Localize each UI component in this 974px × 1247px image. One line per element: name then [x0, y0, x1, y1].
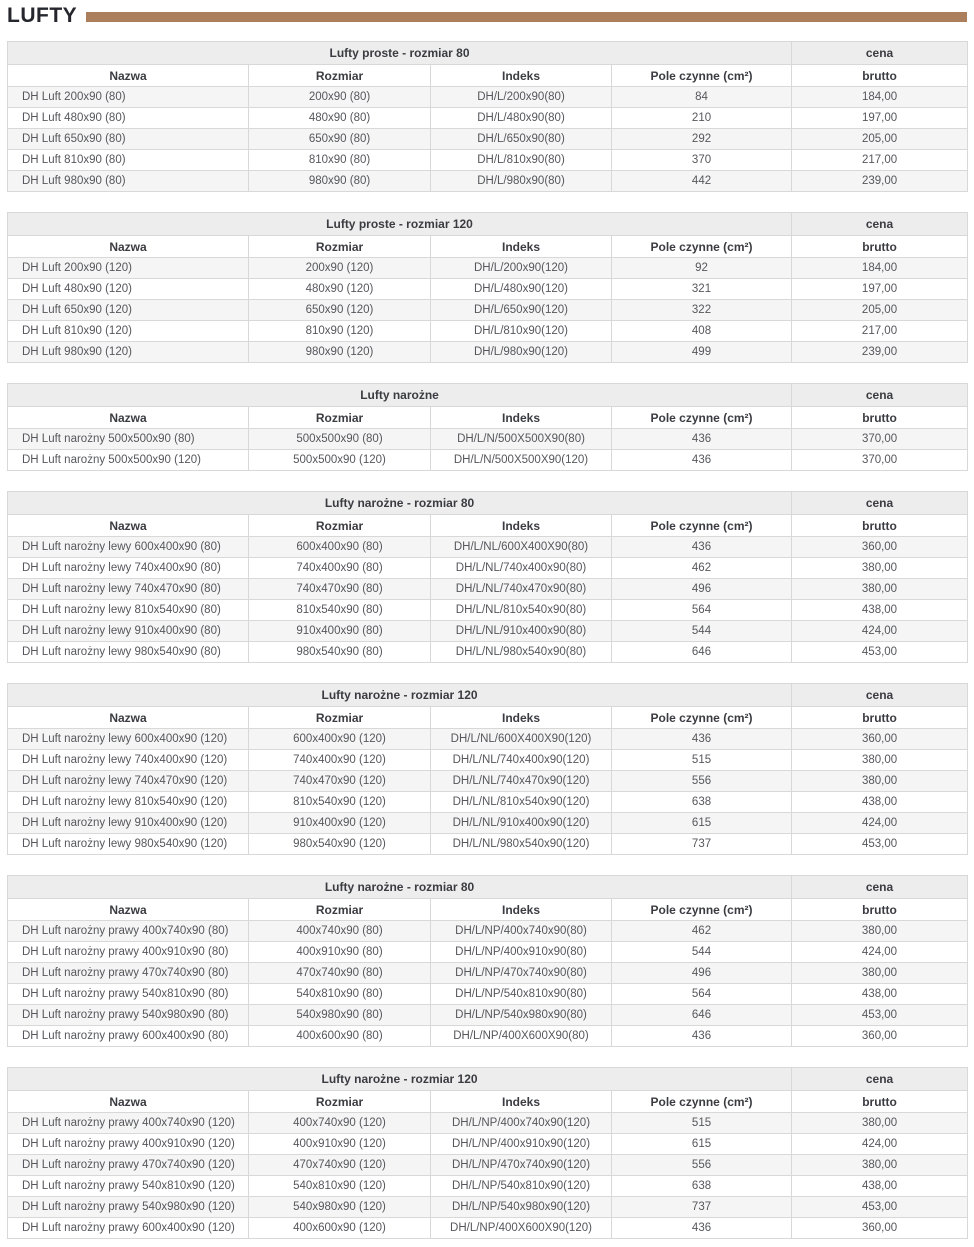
cell-cena-brutto: 438,00: [792, 792, 968, 813]
cell-indeks: DH/L/200x90(80): [431, 87, 612, 108]
cell-indeks: DH/L/NP/470x740x90(80): [431, 963, 612, 984]
cell-nazwa: DH Luft narożny lewy 600x400x90 (80): [8, 537, 249, 558]
cell-nazwa: DH Luft narożny lewy 810x540x90 (80): [8, 600, 249, 621]
cell-nazwa: DH Luft narożny prawy 600x400x90 (120): [8, 1218, 249, 1239]
cell-nazwa: DH Luft 980x90 (120): [8, 342, 249, 363]
cell-nazwa: DH Luft 810x90 (80): [8, 150, 249, 171]
table-title: Lufty narożne - rozmiar 120: [8, 684, 792, 707]
table-row: [8, 1197, 968, 1218]
cell-pole-czynne: 496: [612, 963, 792, 984]
price-header: cena: [792, 876, 968, 899]
cell-indeks: DH/L/NP/400x910x90(80): [431, 942, 612, 963]
table-row: [8, 537, 968, 558]
price-subheader: brutto: [792, 707, 968, 729]
table-row: [8, 792, 968, 813]
cell-nazwa: DH Luft narożny lewy 910x400x90 (80): [8, 621, 249, 642]
cell-rozmiar: 200x90 (80): [249, 87, 431, 108]
cell-pole-czynne: 646: [612, 642, 792, 663]
cell-nazwa: DH Luft 980x90 (80): [8, 171, 249, 192]
column-header: Rozmiar: [249, 65, 431, 87]
cell-nazwa: DH Luft 480x90 (120): [8, 279, 249, 300]
cell-nazwa: DH Luft narożny lewy 810x540x90 (120): [8, 792, 249, 813]
cell-nazwa: DH Luft narożny lewy 980x540x90 (80): [8, 642, 249, 663]
cell-indeks: DH/L/NL/910x400x90(120): [431, 813, 612, 834]
table-row: [8, 1176, 968, 1197]
column-header: Indeks: [431, 899, 612, 921]
cell-rozmiar: 910x400x90 (120): [249, 813, 431, 834]
cell-indeks: DH/L/NL/810x540x90(120): [431, 792, 612, 813]
price-header: cena: [792, 42, 968, 65]
table-row: [8, 771, 968, 792]
price-table: [7, 41, 968, 192]
table-title-row: [8, 492, 968, 515]
column-header: Rozmiar: [249, 236, 431, 258]
cell-indeks: DH/L/480x90(120): [431, 279, 612, 300]
cell-rozmiar: 650x90 (120): [249, 300, 431, 321]
table-title: Lufty narożne - rozmiar 120: [8, 1068, 792, 1091]
cell-cena-brutto: 239,00: [792, 342, 968, 363]
cell-cena-brutto: 197,00: [792, 108, 968, 129]
cell-rozmiar: 980x540x90 (120): [249, 834, 431, 855]
cell-pole-czynne: 462: [612, 921, 792, 942]
cell-indeks: DH/L/980x90(80): [431, 171, 612, 192]
price-header: cena: [792, 213, 968, 236]
column-header: Rozmiar: [249, 707, 431, 729]
cell-cena-brutto: 453,00: [792, 1005, 968, 1026]
cell-indeks: DH/L/N/500X500X90(120): [431, 450, 612, 471]
table-row: [8, 87, 968, 108]
column-header: Nazwa: [8, 236, 249, 258]
cell-indeks: DH/L/NP/400x910x90(120): [431, 1134, 612, 1155]
cell-nazwa: DH Luft 200x90 (120): [8, 258, 249, 279]
cell-pole-czynne: 436: [612, 729, 792, 750]
cell-cena-brutto: 380,00: [792, 1155, 968, 1176]
table-row: [8, 579, 968, 600]
column-header: Indeks: [431, 65, 612, 87]
cell-cena-brutto: 360,00: [792, 729, 968, 750]
cell-pole-czynne: 615: [612, 1134, 792, 1155]
cell-rozmiar: 540x810x90 (120): [249, 1176, 431, 1197]
cell-rozmiar: 400x740x90 (120): [249, 1113, 431, 1134]
table-row: [8, 834, 968, 855]
cell-cena-brutto: 453,00: [792, 642, 968, 663]
cell-cena-brutto: 239,00: [792, 171, 968, 192]
table-row: [8, 963, 968, 984]
cell-rozmiar: 810x90 (120): [249, 321, 431, 342]
column-header-row: [8, 899, 968, 921]
cell-rozmiar: 600x400x90 (120): [249, 729, 431, 750]
cell-pole-czynne: 737: [612, 834, 792, 855]
table-row: [8, 1218, 968, 1239]
table-row: [8, 750, 968, 771]
cell-pole-czynne: 615: [612, 813, 792, 834]
column-header: Pole czynne (cm²): [612, 707, 792, 729]
cell-cena-brutto: 380,00: [792, 771, 968, 792]
table-title-row: [8, 42, 968, 65]
cell-rozmiar: 200x90 (120): [249, 258, 431, 279]
cell-indeks: DH/L/810x90(120): [431, 321, 612, 342]
cell-cena-brutto: 217,00: [792, 321, 968, 342]
column-header: Pole czynne (cm²): [612, 407, 792, 429]
table-row: [8, 813, 968, 834]
cell-cena-brutto: 438,00: [792, 1176, 968, 1197]
cell-indeks: DH/L/NL/810x540x90(80): [431, 600, 612, 621]
cell-cena-brutto: 424,00: [792, 942, 968, 963]
cell-nazwa: DH Luft narożny prawy 540x810x90 (80): [8, 984, 249, 1005]
price-subheader: brutto: [792, 65, 968, 87]
table-row: [8, 321, 968, 342]
cell-nazwa: DH Luft 810x90 (120): [8, 321, 249, 342]
cell-cena-brutto: 380,00: [792, 963, 968, 984]
column-header-row: [8, 407, 968, 429]
cell-pole-czynne: 92: [612, 258, 792, 279]
cell-pole-czynne: 544: [612, 942, 792, 963]
price-subheader: brutto: [792, 515, 968, 537]
cell-rozmiar: 980x90 (80): [249, 171, 431, 192]
cell-nazwa: DH Luft narożny lewy 910x400x90 (120): [8, 813, 249, 834]
cell-indeks: DH/L/NP/400X600X90(120): [431, 1218, 612, 1239]
table-title: Lufty narożne - rozmiar 80: [8, 876, 792, 899]
column-header: Indeks: [431, 1091, 612, 1113]
cell-cena-brutto: 380,00: [792, 921, 968, 942]
column-header: Pole czynne (cm²): [612, 65, 792, 87]
table-row: [8, 1155, 968, 1176]
cell-rozmiar: 400x740x90 (80): [249, 921, 431, 942]
cell-nazwa: DH Luft narożny prawy 600x400x90 (80): [8, 1026, 249, 1047]
cell-pole-czynne: 638: [612, 792, 792, 813]
cell-rozmiar: 470x740x90 (80): [249, 963, 431, 984]
cell-cena-brutto: 205,00: [792, 300, 968, 321]
cell-nazwa: DH Luft narożny prawy 540x810x90 (120): [8, 1176, 249, 1197]
cell-indeks: DH/L/NL/910x400x90(80): [431, 621, 612, 642]
cell-nazwa: DH Luft narożny prawy 470x740x90 (120): [8, 1155, 249, 1176]
cell-indeks: DH/L/NL/600X400X90(80): [431, 537, 612, 558]
price-table: [7, 683, 968, 855]
table-row: [8, 642, 968, 663]
cell-rozmiar: 910x400x90 (80): [249, 621, 431, 642]
column-header: Pole czynne (cm²): [612, 1091, 792, 1113]
price-table: [7, 383, 968, 471]
cell-nazwa: DH Luft 480x90 (80): [8, 108, 249, 129]
page-header: [7, 4, 967, 27]
table-row: [8, 150, 968, 171]
column-header: Indeks: [431, 407, 612, 429]
column-header: Rozmiar: [249, 1091, 431, 1113]
cell-nazwa: DH Luft narożny prawy 400x910x90 (80): [8, 942, 249, 963]
table-row: [8, 600, 968, 621]
cell-cena-brutto: 360,00: [792, 1026, 968, 1047]
cell-nazwa: DH Luft narożny prawy 400x910x90 (120): [8, 1134, 249, 1155]
cell-cena-brutto: 360,00: [792, 1218, 968, 1239]
cell-nazwa: DH Luft narożny prawy 540x980x90 (80): [8, 1005, 249, 1026]
column-header: Nazwa: [8, 707, 249, 729]
cell-rozmiar: 740x470x90 (80): [249, 579, 431, 600]
cell-indeks: DH/L/NL/980x540x90(120): [431, 834, 612, 855]
price-subheader: brutto: [792, 407, 968, 429]
cell-cena-brutto: 184,00: [792, 258, 968, 279]
table-row: [8, 129, 968, 150]
column-header: Rozmiar: [249, 515, 431, 537]
table-row: [8, 984, 968, 1005]
cell-cena-brutto: 370,00: [792, 450, 968, 471]
table-title-row: [8, 1068, 968, 1091]
cell-rozmiar: 500x500x90 (120): [249, 450, 431, 471]
cell-nazwa: DH Luft narożny lewy 600x400x90 (120): [8, 729, 249, 750]
cell-rozmiar: 600x400x90 (80): [249, 537, 431, 558]
price-subheader: brutto: [792, 899, 968, 921]
cell-indeks: DH/L/NP/540x980x90(120): [431, 1197, 612, 1218]
price-header: cena: [792, 1068, 968, 1091]
cell-indeks: DH/L/200x90(120): [431, 258, 612, 279]
cell-indeks: DH/L/810x90(80): [431, 150, 612, 171]
table-row: [8, 342, 968, 363]
cell-indeks: DH/L/NP/470x740x90(120): [431, 1155, 612, 1176]
table-row: [8, 1005, 968, 1026]
cell-indeks: DH/L/N/500X500X90(80): [431, 429, 612, 450]
column-header: Nazwa: [8, 407, 249, 429]
table-row: [8, 942, 968, 963]
cell-indeks: DH/L/NP/400x740x90(120): [431, 1113, 612, 1134]
cell-indeks: DH/L/NL/740x400x90(120): [431, 750, 612, 771]
cell-cena-brutto: 453,00: [792, 1197, 968, 1218]
cell-rozmiar: 540x980x90 (120): [249, 1197, 431, 1218]
table-row: [8, 1134, 968, 1155]
cell-cena-brutto: 197,00: [792, 279, 968, 300]
cell-cena-brutto: 380,00: [792, 579, 968, 600]
cell-pole-czynne: 499: [612, 342, 792, 363]
title-rule-bar: [86, 12, 967, 22]
cell-pole-czynne: 436: [612, 1218, 792, 1239]
cell-indeks: DH/L/650x90(80): [431, 129, 612, 150]
column-header-row: [8, 1091, 968, 1113]
cell-nazwa: DH Luft narożny 500x500x90 (80): [8, 429, 249, 450]
cell-nazwa: DH Luft narożny lewy 740x470x90 (80): [8, 579, 249, 600]
cell-indeks: DH/L/NL/740x470x90(120): [431, 771, 612, 792]
cell-cena-brutto: 424,00: [792, 813, 968, 834]
cell-pole-czynne: 496: [612, 579, 792, 600]
table-title-row: [8, 876, 968, 899]
cell-pole-czynne: 638: [612, 1176, 792, 1197]
column-header: Rozmiar: [249, 407, 431, 429]
column-header: Pole czynne (cm²): [612, 236, 792, 258]
cell-nazwa: DH Luft narożny prawy 400x740x90 (120): [8, 1113, 249, 1134]
cell-indeks: DH/L/650x90(120): [431, 300, 612, 321]
cell-nazwa: DH Luft 650x90 (120): [8, 300, 249, 321]
cell-pole-czynne: 737: [612, 1197, 792, 1218]
cell-indeks: DH/L/480x90(80): [431, 108, 612, 129]
cell-cena-brutto: 370,00: [792, 429, 968, 450]
column-header: Nazwa: [8, 515, 249, 537]
cell-rozmiar: 500x500x90 (80): [249, 429, 431, 450]
cell-cena-brutto: 424,00: [792, 1134, 968, 1155]
table-title-row: [8, 213, 968, 236]
cell-indeks: DH/L/NL/600X400X90(120): [431, 729, 612, 750]
column-header: Nazwa: [8, 1091, 249, 1113]
cell-nazwa: DH Luft narożny lewy 740x400x90 (120): [8, 750, 249, 771]
table-row: [8, 258, 968, 279]
cell-nazwa: DH Luft 650x90 (80): [8, 129, 249, 150]
cell-rozmiar: 980x540x90 (80): [249, 642, 431, 663]
table-row: [8, 621, 968, 642]
table-title: Lufty narożne - rozmiar 80: [8, 492, 792, 515]
table-row: [8, 921, 968, 942]
page-title: LUFTY: [7, 4, 78, 27]
cell-pole-czynne: 646: [612, 1005, 792, 1026]
cell-pole-czynne: 515: [612, 750, 792, 771]
column-header: Nazwa: [8, 65, 249, 87]
column-header: Indeks: [431, 236, 612, 258]
price-table: [7, 875, 968, 1047]
cell-rozmiar: 980x90 (120): [249, 342, 431, 363]
cell-rozmiar: 650x90 (80): [249, 129, 431, 150]
price-table: [7, 212, 968, 363]
price-subheader: brutto: [792, 1091, 968, 1113]
table-row: [8, 729, 968, 750]
cell-cena-brutto: 360,00: [792, 537, 968, 558]
table-row: [8, 1113, 968, 1134]
cell-cena-brutto: 380,00: [792, 1113, 968, 1134]
cell-pole-czynne: 564: [612, 600, 792, 621]
cell-rozmiar: 740x400x90 (80): [249, 558, 431, 579]
column-header: Indeks: [431, 515, 612, 537]
cell-pole-czynne: 436: [612, 429, 792, 450]
cell-nazwa: DH Luft narożny prawy 540x980x90 (120): [8, 1197, 249, 1218]
cell-cena-brutto: 424,00: [792, 621, 968, 642]
cell-pole-czynne: 322: [612, 300, 792, 321]
cell-pole-czynne: 408: [612, 321, 792, 342]
column-header-row: [8, 65, 968, 87]
cell-nazwa: DH Luft narożny prawy 470x740x90 (80): [8, 963, 249, 984]
cell-indeks: DH/L/NP/400X600X90(80): [431, 1026, 612, 1047]
cell-pole-czynne: 556: [612, 1155, 792, 1176]
cell-cena-brutto: 438,00: [792, 600, 968, 621]
cell-pole-czynne: 544: [612, 621, 792, 642]
table-title: Lufty narożne: [8, 384, 792, 407]
cell-indeks: DH/L/980x90(120): [431, 342, 612, 363]
cell-cena-brutto: 453,00: [792, 834, 968, 855]
cell-pole-czynne: 564: [612, 984, 792, 1005]
cell-rozmiar: 740x470x90 (120): [249, 771, 431, 792]
price-subheader: brutto: [792, 236, 968, 258]
cell-pole-czynne: 442: [612, 171, 792, 192]
table-row: [8, 429, 968, 450]
cell-nazwa: DH Luft narożny lewy 740x400x90 (80): [8, 558, 249, 579]
cell-nazwa: DH Luft narożny lewy 980x540x90 (120): [8, 834, 249, 855]
table-row: [8, 279, 968, 300]
cell-pole-czynne: 292: [612, 129, 792, 150]
cell-rozmiar: 810x540x90 (80): [249, 600, 431, 621]
cell-pole-czynne: 462: [612, 558, 792, 579]
cell-rozmiar: 810x540x90 (120): [249, 792, 431, 813]
cell-cena-brutto: 217,00: [792, 150, 968, 171]
price-header: cena: [792, 384, 968, 407]
cell-rozmiar: 540x980x90 (80): [249, 1005, 431, 1026]
column-header: Nazwa: [8, 899, 249, 921]
price-table: [7, 491, 968, 663]
cell-indeks: DH/L/NP/540x810x90(120): [431, 1176, 612, 1197]
table-row: [8, 171, 968, 192]
cell-rozmiar: 400x910x90 (80): [249, 942, 431, 963]
cell-rozmiar: 400x600x90 (120): [249, 1218, 431, 1239]
cell-nazwa: DH Luft 200x90 (80): [8, 87, 249, 108]
price-tables-container: [7, 41, 967, 1239]
column-header-row: [8, 236, 968, 258]
cell-pole-czynne: 370: [612, 150, 792, 171]
cell-nazwa: DH Luft narożny prawy 400x740x90 (80): [8, 921, 249, 942]
cell-pole-czynne: 84: [612, 87, 792, 108]
cell-indeks: DH/L/NP/400x740x90(80): [431, 921, 612, 942]
cell-rozmiar: 480x90 (120): [249, 279, 431, 300]
cell-cena-brutto: 438,00: [792, 984, 968, 1005]
cell-rozmiar: 480x90 (80): [249, 108, 431, 129]
cell-pole-czynne: 556: [612, 771, 792, 792]
price-table: [7, 1067, 968, 1239]
cell-cena-brutto: 205,00: [792, 129, 968, 150]
cell-cena-brutto: 380,00: [792, 750, 968, 771]
cell-cena-brutto: 380,00: [792, 558, 968, 579]
table-row: [8, 300, 968, 321]
table-title-row: [8, 684, 968, 707]
column-header: Indeks: [431, 707, 612, 729]
cell-nazwa: DH Luft narożny lewy 740x470x90 (120): [8, 771, 249, 792]
table-title-row: [8, 384, 968, 407]
cell-indeks: DH/L/NL/740x400x90(80): [431, 558, 612, 579]
table-row: [8, 450, 968, 471]
cell-pole-czynne: 515: [612, 1113, 792, 1134]
table-title: Lufty proste - rozmiar 80: [8, 42, 792, 65]
cell-cena-brutto: 184,00: [792, 87, 968, 108]
column-header: Pole czynne (cm²): [612, 899, 792, 921]
cell-nazwa: DH Luft narożny 500x500x90 (120): [8, 450, 249, 471]
cell-rozmiar: 470x740x90 (120): [249, 1155, 431, 1176]
column-header-row: [8, 515, 968, 537]
cell-indeks: DH/L/NP/540x980x90(80): [431, 1005, 612, 1026]
cell-rozmiar: 400x910x90 (120): [249, 1134, 431, 1155]
price-header: cena: [792, 684, 968, 707]
cell-indeks: DH/L/NL/740x470x90(80): [431, 579, 612, 600]
cell-rozmiar: 400x600x90 (80): [249, 1026, 431, 1047]
cell-pole-czynne: 436: [612, 450, 792, 471]
column-header: Rozmiar: [249, 899, 431, 921]
cell-rozmiar: 540x810x90 (80): [249, 984, 431, 1005]
cell-indeks: DH/L/NL/980x540x90(80): [431, 642, 612, 663]
table-title: Lufty proste - rozmiar 120: [8, 213, 792, 236]
cell-pole-czynne: 210: [612, 108, 792, 129]
column-header-row: [8, 707, 968, 729]
cell-pole-czynne: 436: [612, 1026, 792, 1047]
table-row: [8, 558, 968, 579]
cell-rozmiar: 740x400x90 (120): [249, 750, 431, 771]
cell-pole-czynne: 321: [612, 279, 792, 300]
cell-rozmiar: 810x90 (80): [249, 150, 431, 171]
price-header: cena: [792, 492, 968, 515]
cell-pole-czynne: 436: [612, 537, 792, 558]
cell-indeks: DH/L/NP/540x810x90(80): [431, 984, 612, 1005]
column-header: Pole czynne (cm²): [612, 515, 792, 537]
table-row: [8, 108, 968, 129]
table-row: [8, 1026, 968, 1047]
